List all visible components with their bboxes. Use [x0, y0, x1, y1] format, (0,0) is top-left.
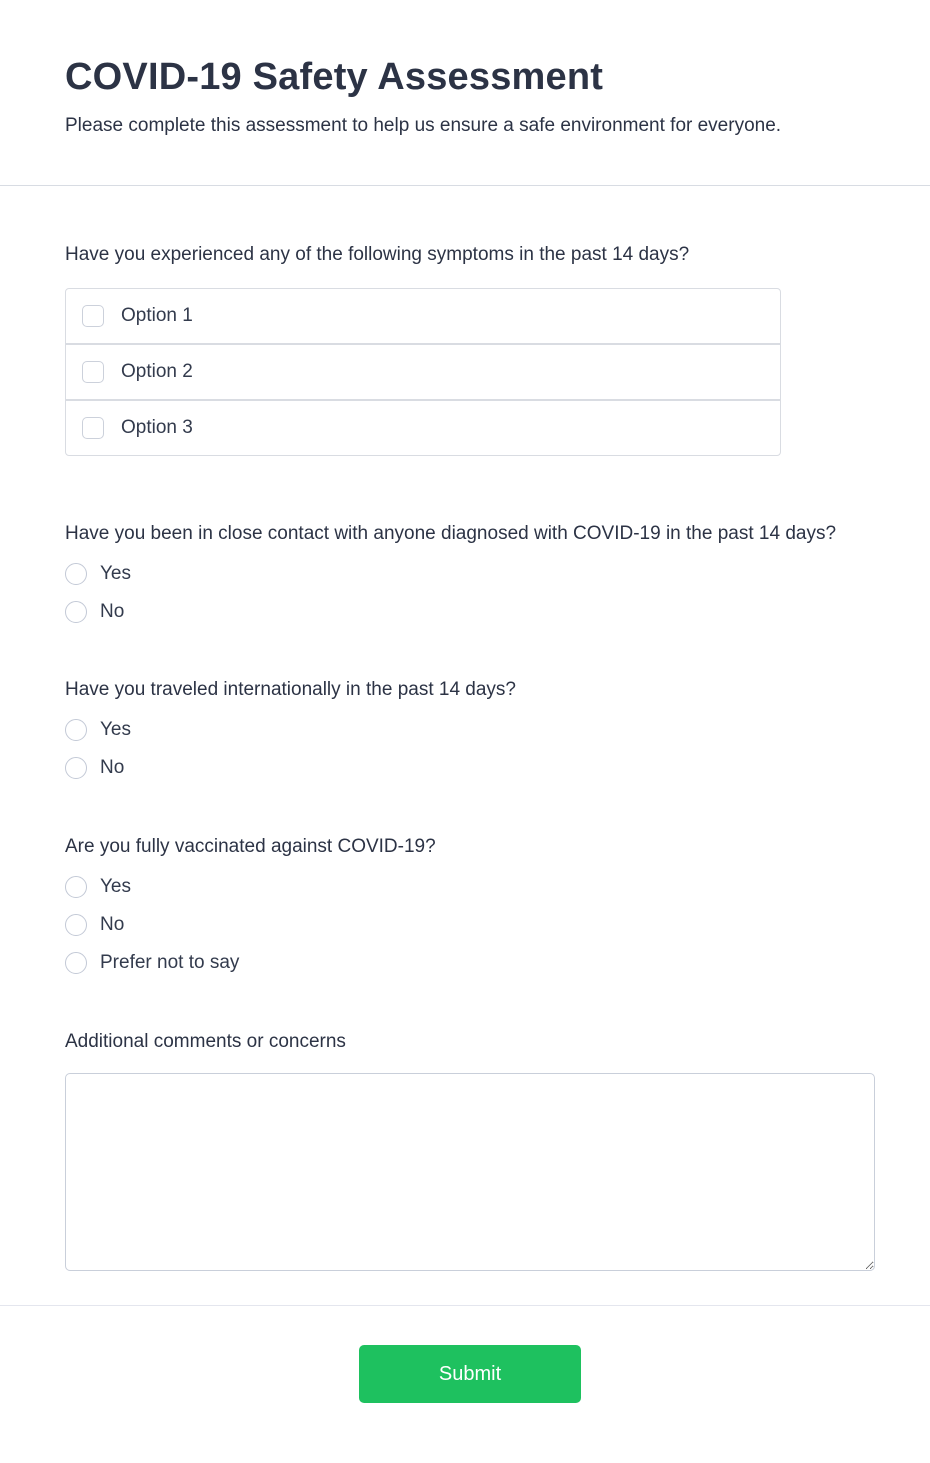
- radio-option-no[interactable]: [65, 601, 124, 623]
- page-subtitle: Please complete this assessment to help us ensure a safe environment for everyone.: [65, 114, 782, 136]
- page-title: COVID-19 Safety Assessment: [65, 56, 604, 98]
- radio-option-yes[interactable]: [65, 563, 131, 585]
- radio-option-label: Yes: [100, 563, 131, 584]
- radio-option-no[interactable]: [65, 757, 124, 779]
- checkbox-icon[interactable]: [82, 305, 104, 327]
- radio-icon[interactable]: [65, 952, 87, 974]
- form-header: [0, 0, 930, 186]
- checkbox-option-label: Option 2: [121, 361, 193, 382]
- radio-icon[interactable]: [65, 914, 87, 936]
- checkbox-row-option-2[interactable]: [65, 344, 781, 400]
- checkbox-row-option-1[interactable]: [65, 288, 781, 344]
- radio-option-label: No: [100, 914, 125, 935]
- question-comments: [65, 1028, 875, 1271]
- radio-icon[interactable]: [65, 601, 87, 623]
- radio-option-label: No: [100, 757, 125, 778]
- radio-icon[interactable]: [65, 719, 87, 741]
- radio-option-prefer-not-to-say[interactable]: [65, 952, 239, 974]
- question-label: Have you traveled internationally in the past 14 days?: [65, 679, 516, 700]
- question-label: Are you fully vaccinated against COVID-19?: [65, 836, 436, 857]
- question-label: Have you been in close contact with anyone diagnosed with COVID-19 in the past 14 days?: [65, 523, 837, 544]
- question-travel: [65, 676, 875, 779]
- vaccinated-radio-group: [65, 876, 875, 974]
- form-body: [0, 241, 930, 1271]
- radio-icon[interactable]: [65, 563, 87, 585]
- question-label: Additional comments or concerns: [65, 1031, 346, 1052]
- question-label: Have you experienced any of the following symptoms in the past 14 days?: [65, 244, 690, 265]
- comments-textarea[interactable]: [65, 1073, 875, 1271]
- checkbox-option-label: Option 1: [121, 305, 193, 326]
- checkbox-option-label: Option 3: [121, 417, 193, 438]
- question-close-contact: [65, 520, 875, 623]
- checkbox-icon[interactable]: [82, 417, 104, 439]
- question-symptoms: [65, 241, 875, 456]
- travel-radio-group: [65, 719, 875, 779]
- checkbox-icon[interactable]: [82, 361, 104, 383]
- symptoms-checkbox-group: [65, 288, 781, 456]
- radio-option-label: Yes: [100, 719, 131, 740]
- question-vaccinated: [65, 833, 875, 974]
- radio-option-yes[interactable]: [65, 876, 131, 898]
- radio-option-no[interactable]: [65, 914, 124, 936]
- form-footer: [0, 1306, 930, 1403]
- radio-option-label: No: [100, 601, 125, 622]
- radio-icon[interactable]: [65, 757, 87, 779]
- radio-icon[interactable]: [65, 876, 87, 898]
- radio-option-yes[interactable]: [65, 719, 131, 741]
- radio-option-label: Prefer not to say: [100, 952, 240, 973]
- radio-option-label: Yes: [100, 876, 131, 897]
- checkbox-row-option-3[interactable]: [65, 400, 781, 456]
- submit-button[interactable]: Submit: [359, 1345, 581, 1403]
- close-contact-radio-group: [65, 563, 875, 623]
